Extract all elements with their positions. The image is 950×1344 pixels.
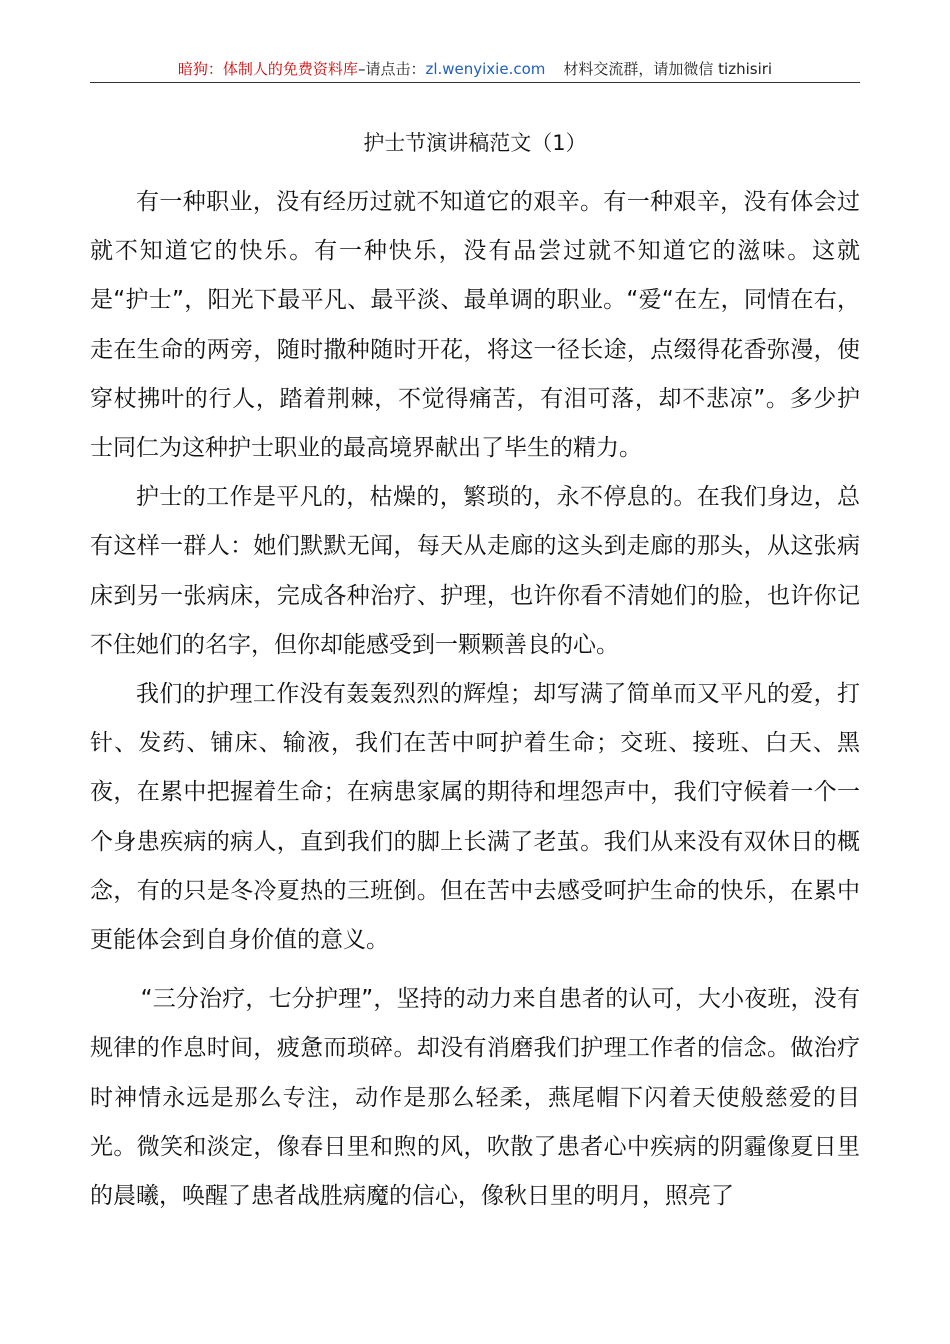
document-title: 护士节演讲稿范文（1） [363,131,587,155]
page-header [90,58,860,83]
paragraph-1: 有一种职业，没有经历过就不知道它的艰辛。有一种艰辛，没有体会过就不知道它的快乐。有一种快乐，没有品尝过就不知道它的滋味。这就是“护士”，阳光下最平凡、最平淡、最单调的职业。“爱“在左，同情在右，走在生命的两旁，随时撒种随时开花，将这一径长途，点缀得花香弥漫，使穿杖拂叶的行人，踏着荆棘，不觉得痛苦，有泪可落，却不悲凉”。多少护士同仁为这种护士职业的最高境界献出了毕生的精力。 [90,189,860,462]
paragraph-2: 护士的工作是平凡的，枯燥的，繁琐的，永不停息的。在我们身边，总有这样一群人：她们默默无闻，每天从走廊的这头到走廊的那头，从这张病床到另一张病床，完成各种治疗、护理，也许你看不清她们的脸，也许你记不住她们的名字，但你却能感受到一颗颗善良的心。 [90,484,860,658]
header-prompt: –请点击： [357,60,426,78]
paragraph-4: “三分治疗，七分护理”，坚持的动力来自患者的认可，大小夜班，没有规律的作息时间，疲惫而琐碎。却没有消磨我们护理工作者的信念。做治疗时神情永远是那么专注，动作是那么轻柔，燕尾帽下闪着天使般慈爱的目光。微笑和淡定，像春日里和煦的风，吹散了患者心中疾病的阴霾像夏日里的晨曦，唤醒了患者战胜病魔的信心，像秋日里的明月，照亮了 [90,986,860,1210]
paragraph-3: 我们的护理工作没有轰轰烈烈的辉煌；却写满了简单而又平凡的爱，打针、发药、铺床、输液，我们在苦中呵护着生命；交班、接班、白天、黑夜，在累中把握着生命；在病患家属的期待和埋怨声中，我们守候着一个一个身患疾病的病人，直到我们的脚上长满了老茧。我们从来没有双休日的概念，有的只是冬冷夏热的三班倒。但在苦中去感受呵护生命的快乐，在累中更能体会到自身价值的意义。 [90,681,860,954]
header-note: 材料交流群，请加微信 tizhisiri [563,60,773,78]
header-url-link[interactable]: zl.wenyixie.com [425,60,546,78]
article-body [90,178,860,1221]
header-site-name: 暗狗：体制人的免费资料库 [177,60,358,78]
